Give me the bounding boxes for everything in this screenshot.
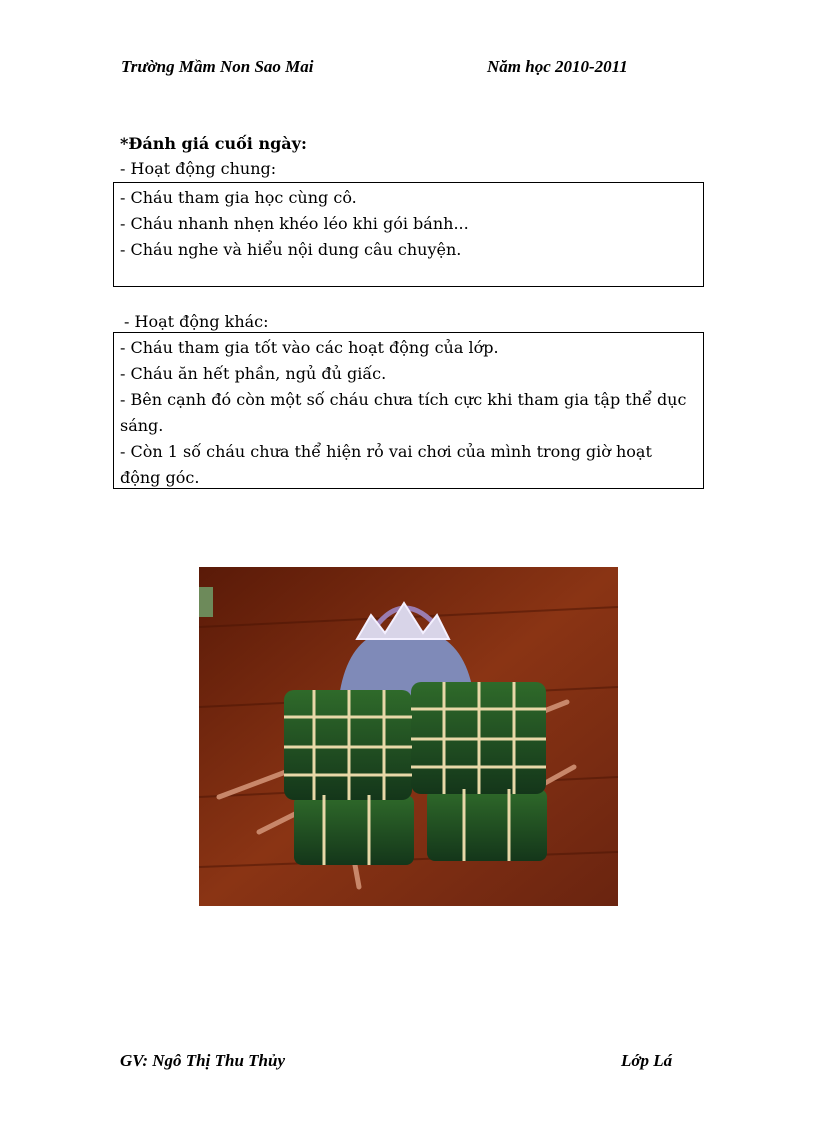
other-activity-box [113,332,704,489]
list-item: - Bên cạnh đó còn một số cháu chưa tích cực khi tham gia tập thể dục sáng. [120,390,687,435]
list-item: - Cháu ăn hết phần, ngủ đủ giấc. [120,364,387,383]
school-year: Năm học 2010-2011 [487,57,628,76]
school-name: Trường Mầm Non Sao Mai [121,57,314,76]
teacher-name: GV: Ngô Thị Thu Thủy [120,1051,285,1070]
list-item: - Cháu nhanh nhẹn khéo léo khi gói bánh... [120,214,469,233]
list-item: - Cháu tham gia tốt vào các hoạt động của lớp. [120,338,499,357]
other-activity-label: - Hoạt động khác: [124,312,269,331]
banh-chung-photo [199,567,618,906]
list-item: - Cháu tham gia học cùng cô. [120,188,357,207]
list-item: - Cháu nghe và hiểu nội dung câu chuyện. [120,240,462,259]
class-name: Lớp Lá [621,1051,673,1070]
evaluation-title: *Đánh giá cuối ngày: [120,134,307,153]
common-activity-box [113,182,704,287]
list-item: - Còn 1 số cháu chưa thể hiện rỏ vai chơi của mình trong giờ hoạt động góc. [120,442,652,487]
common-activity-label: - Hoạt động chung: [120,159,277,178]
